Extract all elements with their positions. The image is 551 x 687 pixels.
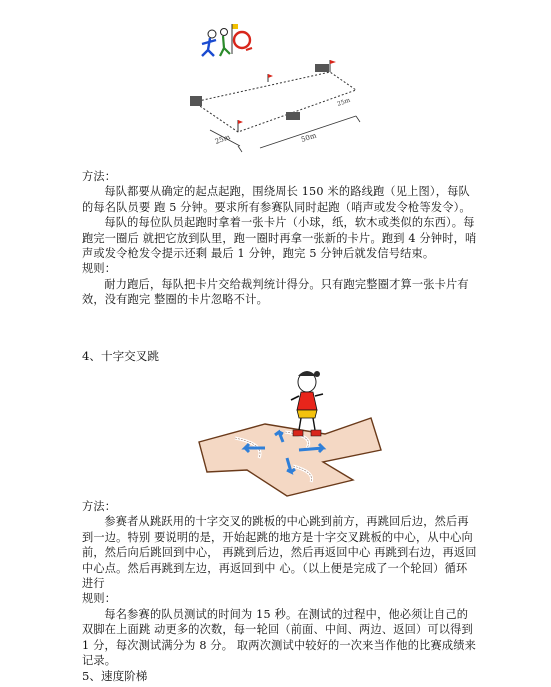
section-heading: 4、十字交叉跳 bbox=[82, 349, 159, 363]
section-heading: 5、速度阶梯 bbox=[82, 669, 148, 683]
paragraph: 耐力跑后，每队把卡片交给裁判统计得分。只有跑完整圈才算一张卡片有效，没有跑完 整圈的卡片忽略不计。 bbox=[82, 277, 469, 307]
track-diagram bbox=[180, 20, 370, 170]
paragraph: 参赛者从跳跃用的十字交叉的跳板的中心跳到前方，再跳回后边，然后再到一边。特别 要说明的是，开始起跳的地方是十字交叉跳板的中心，从中心向前，然后向后跳回到中心， 再跳到后边，然后再返回中心 再跳到右边，再返回中心点。然后再跳到左边，再返回到中 心。（以上便是完成了一个轮回）循环进行 bbox=[82, 515, 477, 591]
cross-jump-diagram bbox=[195, 362, 385, 502]
cross-board bbox=[199, 418, 381, 496]
jumping-girl bbox=[291, 371, 323, 436]
rules-label: 规则： bbox=[82, 262, 117, 276]
paragraph: 每队都要从确定的起点起跑，围绕周长 150 米的路线跑（见上图），每队的每名队员要 跑 5 分钟。要求所有参赛队同时起跑（哨声或发令枪等发令）。 bbox=[82, 185, 471, 214]
paragraph: 每队的每位队员起跑时拿着一张卡片（小球，纸，软木或类似的东西）。每跑完一圈后 就把它放到队里，跑一圈时再拿一张新的卡片。跑到 4 分钟时，哨声或发令枪发令提示还剩 最后 1 分钟，跑完 5 分钟后就发信号结束。 bbox=[82, 216, 477, 261]
rules-label: 规则： bbox=[82, 592, 117, 606]
dim-label-50m: 50m bbox=[300, 131, 318, 144]
method-label: 方法： bbox=[82, 170, 117, 183]
dim-label-side: 25m bbox=[336, 96, 352, 108]
paragraph: 每名参赛的队员测试的时间为 15 秒。在测试的过程中，他必须让自己的双脚在上面跳 动更多的次数，每一轮回（前面、中间、两边、返回）可以得到 1 分，每次测试满分为 8 分。 取两次测试中较好的一次来当作他的比赛成绩来记录。 bbox=[82, 607, 477, 668]
method-label: 方法： bbox=[82, 500, 117, 513]
runners-illustration bbox=[202, 24, 252, 56]
dim-label-25m: 25m bbox=[213, 133, 232, 146]
cross-method-block bbox=[82, 499, 477, 668]
run-method-block bbox=[82, 169, 477, 308]
